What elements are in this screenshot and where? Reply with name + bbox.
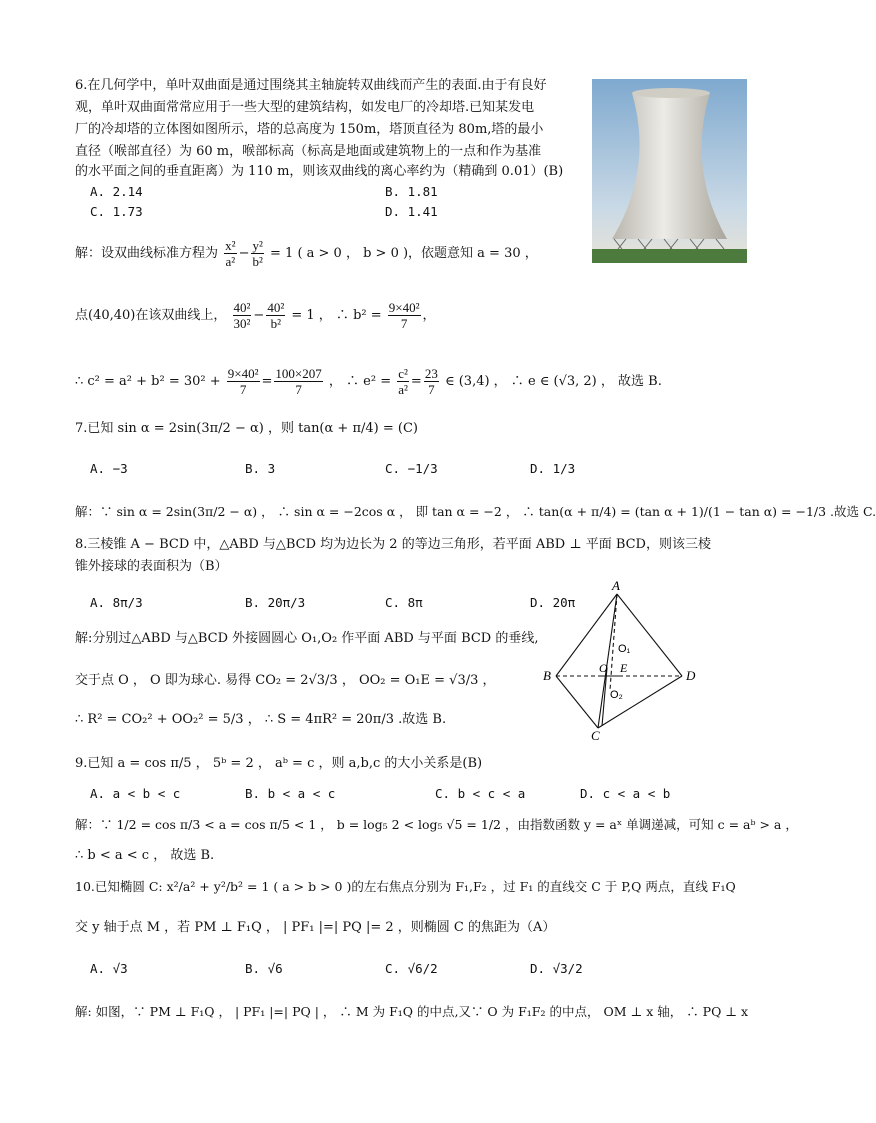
frac-den: 30²: [233, 316, 251, 331]
frac-num: 9×40²: [388, 300, 420, 315]
q7-option-d: D. 1/3: [530, 461, 576, 476]
label-o: O: [599, 661, 608, 675]
q6-line-2: 观，单叶双曲面常常应用于一些大型的建筑结构，如发电厂的冷却塔.已知某发电: [75, 100, 535, 115]
q9-solution-line-1: 解：∵ 1/2 = cos π/3 < a = cos π/5 < 1 ， b = log₅ 2 < log₅ √5 = 1/2 ，由指数函数 y = aˣ 单调递减，可知 c = aᵇ > a ，: [75, 817, 798, 832]
q9-option-d: D. c < a < b: [580, 786, 671, 801]
q6-line-5: 的水平面之间的垂直距离）为 110 m，则该双曲线的离心率约为（精确到 0.01）(B): [75, 164, 564, 179]
q10-solution-line-1: 解: 如图，∵ PM ⊥ F₁Q ， | PF₁ |=| PQ | ， ∴ M 为 F₁Q 的中点,又∵ O 为 F₁F₂ 的中点， OM ⊥ x 轴， ∴ PQ ⊥ x: [75, 1004, 749, 1019]
frac-den: a²: [398, 382, 408, 397]
q8-option-d: D. 20π: [530, 595, 576, 610]
frac-den: 7: [239, 382, 247, 397]
q6-option-c: C. 1.73: [90, 204, 143, 219]
q10-option-c: C. √6/2: [385, 961, 438, 976]
frac-num: 40²: [267, 300, 285, 315]
q6-solution-line-3: ∴ c² = a² + b² = 30² + $\frac{\text{9×40²}}{7}$ = $\frac{100\times 207}{7}$ ， ∴ e² = $\frac{\text{c²}}{\text{a²}}$ = $\frac{23}{7}$ ∈ (3,4) ， ∴ e ∈ (√3, 2) ， 故选 B.: [75, 366, 662, 397]
frac-num: y²: [252, 238, 263, 253]
frac-num: 23: [424, 366, 438, 381]
frac-num: 100×207: [275, 366, 322, 381]
q6-line-4: 直径（喉部直径）为 60 m，喉部标高（标高是地面或建筑物上的一点和作为基准: [75, 144, 542, 159]
q9-option-b: B. b < a < c: [245, 786, 336, 801]
q8-option-a: A. 8π/3: [90, 595, 143, 610]
q7-option-c: C. −1/3: [385, 461, 438, 476]
q10-line-1: 10.已知椭圆 C: x²/a² + y²/b² = 1 ( a > b > 0 )的左右焦点分别为 F₁,F₂ ，过 F₁ 的直线交 C 于 P,Q 两点，直线 F₁Q: [75, 879, 736, 894]
q6-line-3: 厂的冷却塔的立体图如图所示，塔的总高度为 150m，塔顶直径为 80m,塔的最小: [75, 122, 544, 137]
triangular-pyramid-figure: [540, 580, 715, 745]
frac-num: 9×40²: [227, 366, 259, 381]
q9-solution-line-2: ∴ b < a < c ， 故选 B.: [75, 848, 215, 863]
q10-option-d: D. √3/2: [530, 961, 583, 976]
q8-solution-line-3: ∴ R² = CO₂² + OO₂² = 5/3 ， ∴ S = 4πR² = 20π/3 .故选 B.: [75, 712, 447, 727]
label-d: D: [686, 668, 696, 683]
q8-option-c: C. 8π: [385, 595, 423, 610]
q7-question: 7.已知 sin α = 2sin(3π/2 − α) ，则 tan(α + π/4) = (C): [75, 421, 418, 436]
q8-solution-line-1: 解:分别过△ABD 与△BCD 外接圆圆心 O₁,O₂ 作平面 ABD 与平面 BCD 的垂线,: [75, 631, 539, 646]
q6-solution-conclusion: ∈ (3,4) ， ∴ e ∈ (√3, 2) ， 故选 B.: [444, 374, 662, 389]
label-a: A: [612, 578, 620, 593]
q6-solution-point: 点(40,40)在该双曲线上，: [75, 308, 227, 323]
q9-option-a: A. a < b < c: [90, 786, 181, 801]
cooling-tower-icon: [592, 79, 747, 263]
q8-option-b: B. 20π/3: [245, 595, 306, 610]
q7-solution: 解：∵ sin α = 2sin(3π/2 − α) ， ∴ sin α = −2cos α ， 即 tan α = −2 ， ∴ tan(α + π/4) = (tan α + 1)/(1 − tan α) = −1/3 .故选 C.: [75, 504, 876, 519]
frac-num: x²: [225, 238, 236, 253]
label-c: C: [591, 728, 600, 743]
q7-option-a: A. −3: [90, 461, 128, 476]
label-e: E: [620, 661, 628, 675]
q6-solution-line-2: 点(40,40)在该双曲线上， $\frac{\text{40²}}{\text{30²}}$ − $\frac{\text{40²}}{\text{b²}}$ = 1 ， ∴ b² = $\frac{\text{9×40²}}{7}$ ，: [75, 300, 436, 331]
q6-solution-e2: ， ∴ e² =: [328, 374, 392, 389]
q8-line-1: 8.三棱锥 A − BCD 中，△ABD 与△BCD 均为边长为 2 的等边三角形，若平面 ABD ⊥ 平面 BCD，则该三棱: [75, 537, 711, 552]
frac-den: a²: [225, 254, 236, 269]
q6-option-d: D. 1.41: [385, 204, 438, 219]
frac-num: 40²: [233, 300, 251, 315]
q6-solution-b2: = 1 ， ∴ b² =: [291, 308, 382, 323]
frac-den: b²: [252, 254, 263, 269]
label-o2: O₂: [610, 689, 623, 701]
q6-solution-c2: ∴ c² = a² + b² = 30² +: [75, 374, 221, 389]
q6-line-1: 6.在几何学中，单叶双曲面是通过围绕其主轴旋转双曲线而产生的表面.由于有良好: [75, 78, 547, 93]
frac-den: 7: [428, 382, 435, 397]
q6-option-b: B. 1.81: [385, 184, 438, 199]
label-b: B: [543, 668, 551, 683]
q6-solution-lead: 解：设双曲线标准方程为: [75, 246, 219, 261]
q10-option-a: A. √3: [90, 961, 128, 976]
q8-solution-line-2: 交于点 O ， O 即为球心. 易得 CO₂ = 2√3/3 ， OO₂ = O₁E = √3/3 ，: [75, 673, 496, 688]
q6-solution-line-1: 解：设双曲线标准方程为 $\frac{\text{x²}}{\text{a²}}$ − $\frac{\text{y²}}{\text{b²}}$ = 1 ( a > 0 ， b > 0 )，依题意知 a = 30 ，: [75, 238, 538, 269]
label-o1: O₁: [618, 643, 631, 655]
q9-question: 9.已知 a = cos π/5 ， 5ᵇ = 2 ， aᵇ = c ，则 a,b,c 的大小关系是(B): [75, 756, 483, 771]
frac-den: 7: [400, 316, 408, 331]
q6-option-a: A. 2.14: [90, 184, 143, 199]
frac-den: b²: [270, 316, 281, 331]
q7-option-b: B. 3: [245, 461, 276, 476]
q10-option-b: B. √6: [245, 961, 283, 976]
q8-line-2: 锥外接球的表面积为（B）: [75, 559, 228, 574]
frac-num: c²: [398, 366, 408, 381]
q10-line-2: 交 y 轴于点 M ，若 PM ⊥ F₁Q ， | PF₁ |=| PQ |= 2 ，则椭圆 C 的焦距为（A）: [75, 920, 556, 935]
frac-den: 7: [295, 382, 302, 397]
q9-option-c: C. b < c < a: [435, 786, 526, 801]
cooling-tower-photo: [592, 79, 747, 263]
q6-solution-tail: = 1 ( a > 0 ， b > 0 )，依题意知 a = 30 ，: [270, 246, 538, 261]
